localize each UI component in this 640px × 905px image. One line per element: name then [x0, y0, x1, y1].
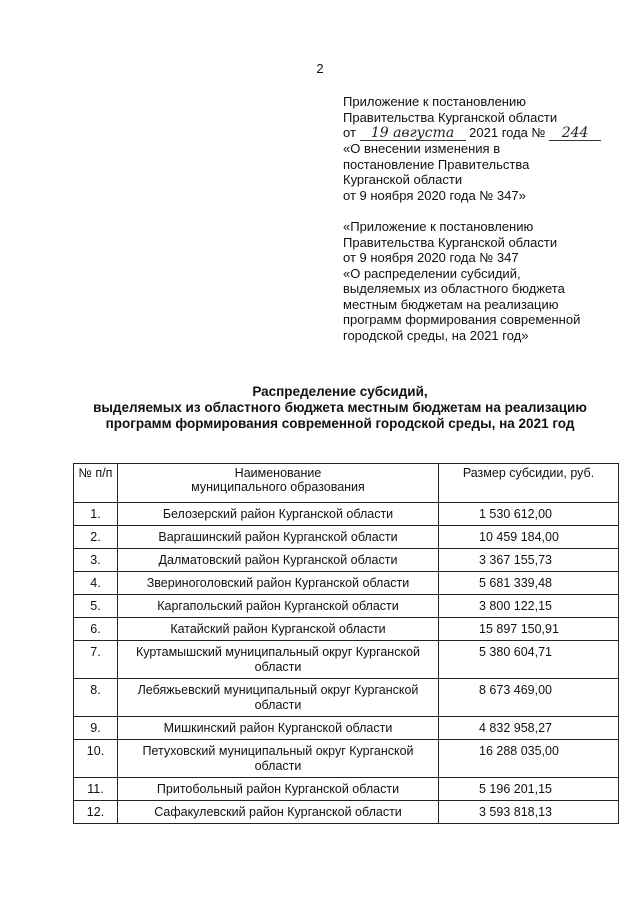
- row-number: 12.: [74, 801, 118, 824]
- header-sum: Размер субсидии, руб.: [439, 464, 619, 503]
- table-row: [74, 641, 619, 679]
- row-number: 5.: [74, 595, 118, 618]
- annex-original-line6: местным бюджетам на реализацию: [343, 296, 559, 312]
- table-row: [74, 679, 619, 717]
- annex-original-resolution: [343, 219, 633, 343]
- municipality-name: Притобольный район Курганской области: [118, 778, 439, 801]
- subsidy-amount: 3 593 818,13: [439, 801, 619, 824]
- table-row: [74, 801, 619, 824]
- municipality-name: Куртамышский муниципальный округ Курганской области: [118, 641, 439, 679]
- subsidy-amount: 1 530 612,00: [439, 503, 619, 526]
- subsidy-amount: 8 673 469,00: [439, 679, 619, 717]
- annex-current-resolution: [343, 94, 633, 203]
- header-name: [118, 464, 439, 503]
- row-number: 3.: [74, 549, 118, 572]
- title-line3: программ формирования современной городской среды, на 2021 год: [105, 416, 575, 431]
- annex-current-line5: постановление Правительства: [343, 156, 530, 172]
- table-row: [74, 549, 619, 572]
- title-line1: Распределение субсидий,: [252, 384, 428, 399]
- annex-current-line2: Правительства Курганской области: [343, 109, 558, 125]
- subsidy-amount: 10 459 184,00: [439, 526, 619, 549]
- municipality-name: Белозерский район Курганской области: [118, 503, 439, 526]
- handwritten-date: 19 августа: [360, 127, 466, 141]
- municipality-name: Звериноголовский район Курганской области: [118, 572, 439, 595]
- row-number: 9.: [74, 717, 118, 740]
- subsidies-table: [73, 463, 619, 824]
- annex-current-line7: от 9 ноября 2020 года № 347»: [343, 187, 526, 203]
- table-row: [74, 503, 619, 526]
- row-number: 8.: [74, 679, 118, 717]
- annex-original-line1: «Приложение к постановлению: [343, 219, 534, 234]
- municipality-name: Петуховский муниципальный округ Курганской области: [118, 740, 439, 778]
- subsidy-amount: 3 367 155,73: [439, 549, 619, 572]
- municipality-name: Варгашинский район Курганской области: [118, 526, 439, 549]
- table-row: [74, 778, 619, 801]
- table-row: [74, 717, 619, 740]
- annex-original-line3: от 9 ноября 2020 года № 347: [343, 250, 519, 265]
- header-num: № п/п: [74, 464, 118, 503]
- title-line2: выделяемых из областного бюджета местным бюджетам на реализацию: [93, 400, 587, 415]
- municipality-name: Лебяжьевский муниципальный округ Курганской области: [118, 679, 439, 717]
- date-prefix: от: [343, 125, 356, 140]
- subsidy-amount: 15 897 150,91: [439, 618, 619, 641]
- subsidy-amount: 5 380 604,71: [439, 641, 619, 679]
- municipality-name: Катайский район Курганской области: [118, 618, 439, 641]
- subsidy-amount: 4 832 958,27: [439, 717, 619, 740]
- header-name-line1: Наименование: [234, 466, 322, 480]
- header-name-line2: муниципального образования: [191, 480, 365, 494]
- annex-original-line5: выделяемых из областного бюджета: [343, 281, 565, 296]
- table-row: [74, 595, 619, 618]
- table-row: [74, 740, 619, 778]
- municipality-name: Каргапольский район Курганской области: [118, 595, 439, 618]
- row-number: 1.: [74, 503, 118, 526]
- table-header-row: [74, 464, 619, 503]
- subsidy-amount: 5 681 339,48: [439, 572, 619, 595]
- date-suffix: 2021 года №: [469, 125, 546, 140]
- subsidy-amount: 16 288 035,00: [439, 740, 619, 778]
- row-number: 10.: [74, 740, 118, 778]
- row-number: 11.: [74, 778, 118, 801]
- row-number: 6.: [74, 618, 118, 641]
- annex-original-line8: городской среды, на 2021 год»: [343, 327, 529, 343]
- page-number: 2: [316, 61, 324, 76]
- handwritten-number: 244: [549, 127, 601, 141]
- municipality-name: Далматовский район Курганской области: [118, 549, 439, 572]
- annex-current-line4: «О внесении изменения в: [343, 141, 501, 156]
- document-title: [40, 384, 640, 432]
- table-row: [74, 618, 619, 641]
- row-number: 4.: [74, 572, 118, 595]
- annex-current-date-line: [343, 125, 633, 141]
- row-number: 7.: [74, 641, 118, 679]
- annex-current-line6: Курганской области: [343, 172, 463, 187]
- annex-original-line7: программ формирования современной: [343, 312, 581, 327]
- subsidy-amount: 3 800 122,15: [439, 595, 619, 618]
- annex-current-line1: Приложение к постановлению: [343, 94, 526, 109]
- annex-original-line4: «О распределении субсидий,: [343, 265, 521, 281]
- annex-original-line2: Правительства Курганской области: [343, 234, 558, 250]
- subsidy-amount: 5 196 201,15: [439, 778, 619, 801]
- table-row: [74, 572, 619, 595]
- municipality-name: Сафакулевский район Курганской области: [118, 801, 439, 824]
- row-number: 2.: [74, 526, 118, 549]
- municipality-name: Мишкинский район Курганской области: [118, 717, 439, 740]
- table-row: [74, 526, 619, 549]
- table-body: [74, 503, 619, 824]
